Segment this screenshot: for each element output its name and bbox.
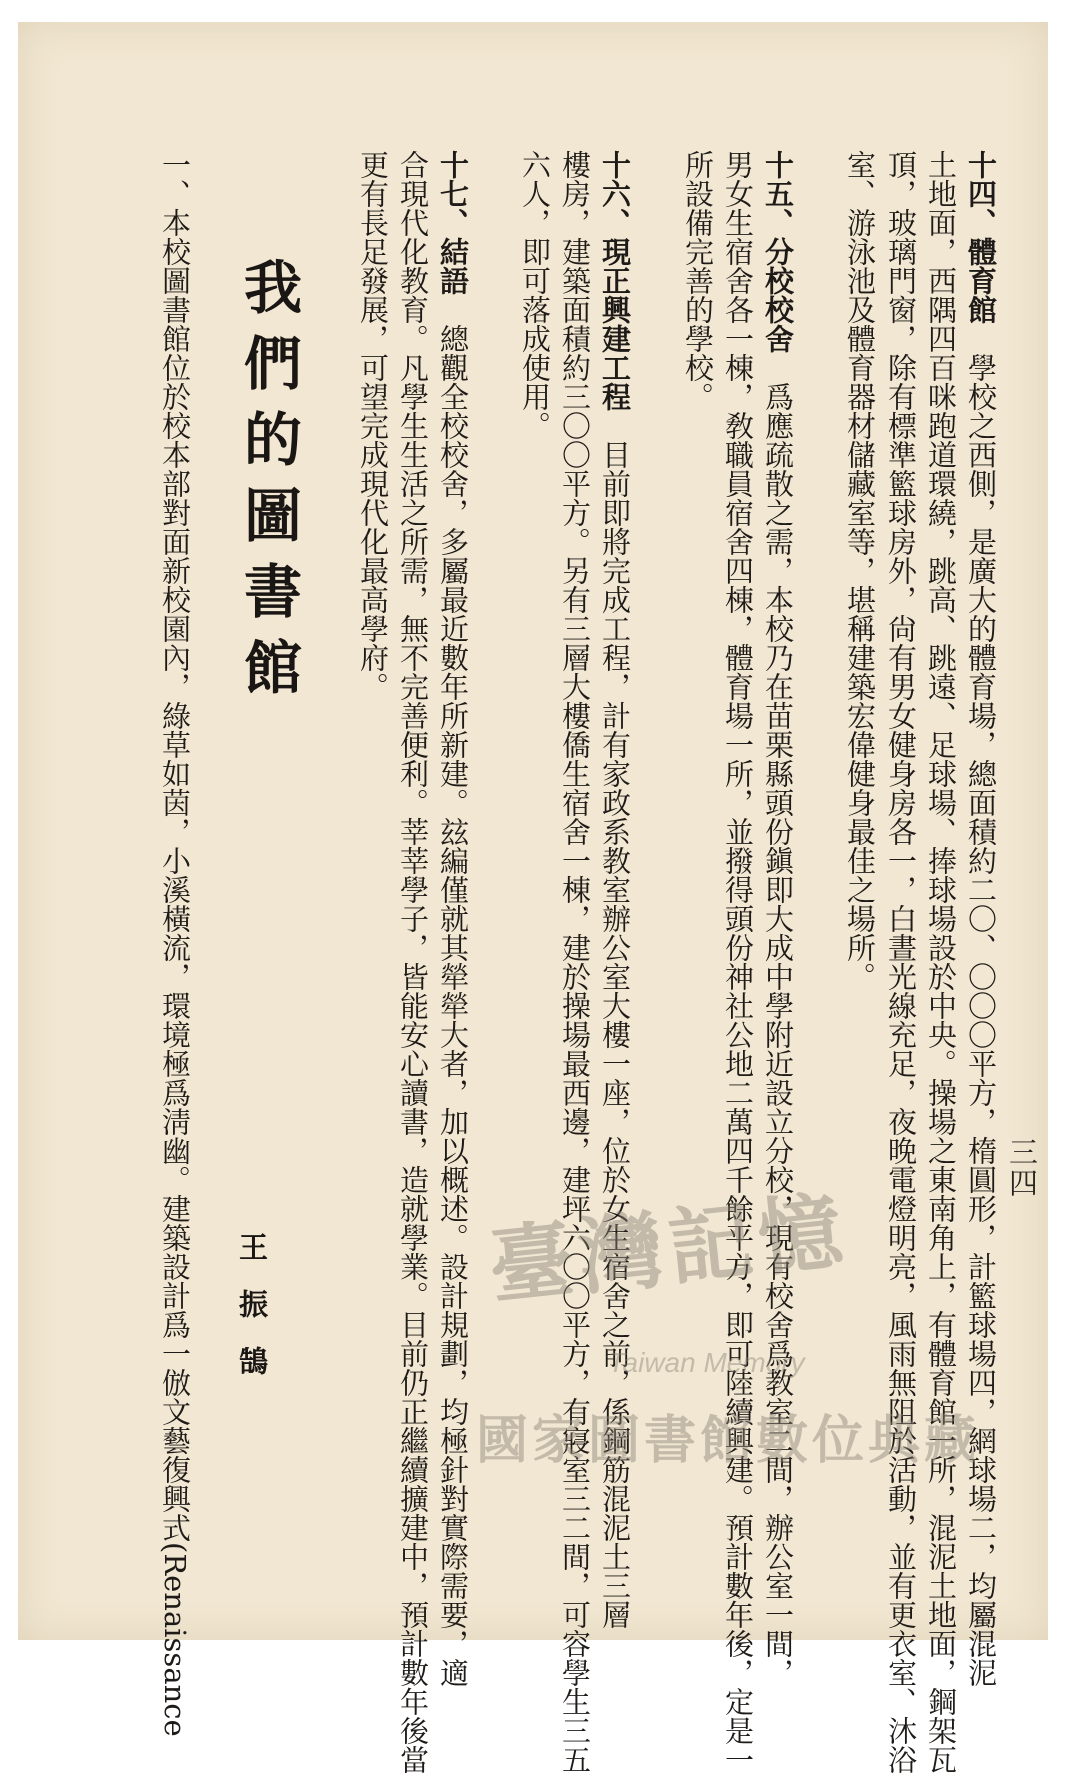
paragraph-column <box>841 150 879 991</box>
paragraph-column <box>922 150 960 1774</box>
paragraph-column <box>882 150 920 1774</box>
paragraph-column <box>962 150 1000 1687</box>
watermark-logo-text: 臺灣記憶 <box>484 1180 853 1317</box>
column-text: 六人，即可落成使用。 <box>518 150 552 440</box>
paragraph-column <box>679 150 717 411</box>
column-text: 男女生宿舍各一棟，敎職員宿舍四棟，體育場一所，並撥得頭份神社公地二萬四千餘平方，即可陸續興建。預計數年後，定是一 <box>721 150 755 1774</box>
paragraph-column <box>394 150 432 1774</box>
paragraph-column <box>434 150 472 1687</box>
section-heading: 十六、現正興建工程 <box>598 150 632 411</box>
page-number: 三四 <box>1005 1137 1039 1199</box>
column-text: 所設備完善的學校。 <box>681 150 715 411</box>
section-heading: 十七、結語 <box>436 150 470 295</box>
watermark-latin-text: Taiwan Memory <box>608 1347 805 1378</box>
column-text: 學校之西側，是廣大的體育場，總面積約二〇、〇〇〇平方，楕圓形，計籃球場四，網球場二，均屬混泥 <box>964 324 998 1687</box>
column-text: 室、游泳池及體育器材儲藏室等，堪稱建築宏偉健身最佳之場所。 <box>843 150 877 991</box>
paragraph-column <box>516 150 554 440</box>
section-heading: 十五、分校校舍 <box>761 150 795 353</box>
paragraph-column <box>759 150 797 1687</box>
paragraph-column <box>596 150 634 1629</box>
paragraph-column <box>556 150 594 1774</box>
column-text: 樓房，建築面積約三〇〇平方。另有三層大樓僑生宿舍一棟，建於操場最西邊，建坪六〇〇平方，有寢室三二間，可容學生三五 <box>558 150 592 1774</box>
article-title: 我們的圖書館 <box>234 257 302 713</box>
watermark-institution-text: 國家圖書館數位典藏 <box>476 1410 981 1471</box>
column-text: 頂，玻璃門窗，除有標準籃球房外，尙有男女健身房各一，白晝光線充足，夜晚電燈明亮，風雨無阻於活動，並有更衣室、沐浴 <box>884 150 918 1774</box>
column-text: 爲應疏散之需，本校乃在苗栗縣頭份鎭即大成中學附近設立分校，現有校舍爲教室二間，辦公室一間， <box>761 353 795 1687</box>
paragraph-column <box>354 150 392 701</box>
column-text: 土地面，西隅四百咪跑道環繞，跳高、跳遠、足球場、捧球場設於中央。操場之東南角上，有體育館一所，混泥土地面，鋼架瓦 <box>924 150 958 1774</box>
article-author: 王振鵠 <box>235 1232 269 1403</box>
column-text: 總觀全校校舍，多屬最近數年所新建。玆編僅就其犖犖大者，加以概述。設計規劃，均極針對實際需要，適 <box>436 295 470 1687</box>
column-text: 更有長足發展，可望完成現代化最高學府。 <box>356 150 390 701</box>
paragraph-column <box>719 150 757 1774</box>
document-page <box>18 22 1048 1774</box>
column-text: 一、本校圖書館位於校本部對面新校園內，綠草如茵，小溪橫流，環境極爲淸幽。建築設計爲一倣文藝復興式(Renaissance <box>158 150 192 1737</box>
paragraph-column <box>156 150 194 1737</box>
column-text: 合現代化教育。凡學生生活之所需，無不完善便利。莘莘學子，皆能安心讀書，造就學業。目前仍正繼續擴建中，預計數年後當 <box>396 150 430 1774</box>
column-text: 目前即將完成工程，計有家政系教室辦公室大樓一座，位於女生宿舍之前，係鋼筋混泥土三層 <box>598 411 632 1629</box>
section-heading: 十四、體育館 <box>964 150 998 324</box>
